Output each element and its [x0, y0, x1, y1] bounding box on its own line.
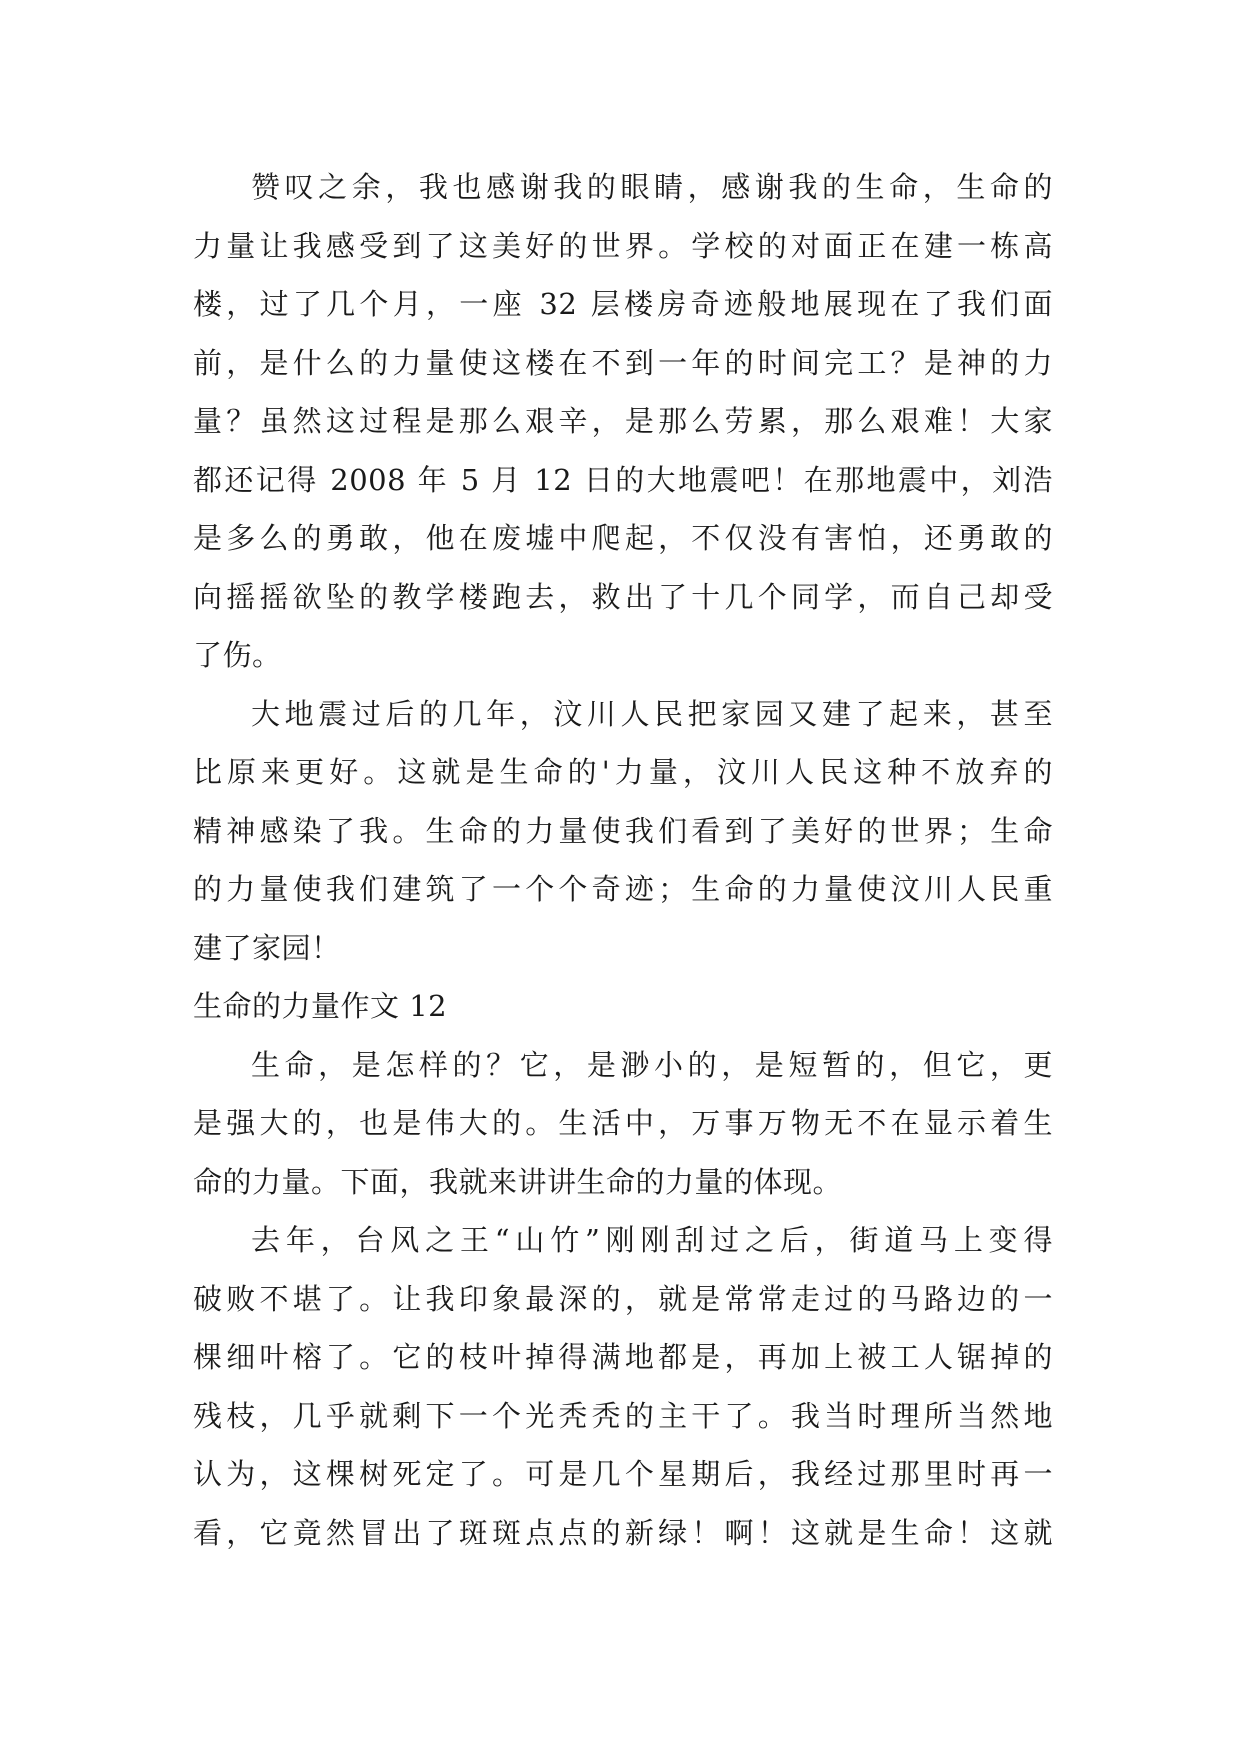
text-line: 是多么的勇敢，他在废墟中爬起，不仅没有害怕，还勇敢的	[193, 521, 1053, 555]
text-line: 赞叹之余，我也感谢我的眼睛，感谢我的生命，生命的	[251, 170, 1053, 204]
text-line: 认为，这棵树死定了。可是几个星期后，我经过那里时再一	[193, 1457, 1053, 1491]
text-line: 精神感染了我。生命的力量使我们看到了美好的世界；生命	[193, 813, 1053, 848]
text-line: 是强大的，也是伟大的。生活中，万事万物无不在显示着生	[193, 1106, 1053, 1140]
document-page	[193, 158, 1053, 1562]
text-line: 量？虽然这过程是那么艰辛，是那么劳累，那么艰难！大家	[193, 404, 1053, 438]
text-line: 看，它竟然冒出了斑斑点点的新绿！啊！这就是生命！这就	[193, 1515, 1053, 1550]
text-line: 建了家园！	[193, 930, 341, 965]
text-line: 楼，过了几个月，一座 32 层楼房奇迹般地展现在了我们面	[193, 287, 1053, 321]
text-line: 棵细叶榕了。它的枝叶掉得满地都是，再加上被工人锯掉的	[193, 1340, 1053, 1374]
text-line: 力量让我感受到了这美好的世界。学校的对面正在建一栋高	[193, 228, 1053, 263]
section-heading	[193, 977, 1053, 1036]
text-line: 了伤。	[193, 638, 282, 672]
paragraph-3	[193, 1036, 1053, 1212]
text-line: 大地震过后的几年，汶川人民把家园又建了起来，甚至	[251, 696, 1053, 731]
paragraph-1	[193, 158, 1053, 685]
text-line: 的力量使我们建筑了一个个奇迹；生命的力量使汶川人民重	[193, 872, 1053, 906]
text-line: 残枝，几乎就剩下一个光秃秃的主干了。我当时理所当然地	[193, 1398, 1053, 1433]
text-line: 比原来更好。这就是生命的'力量，汶川人民这种不放弃的	[193, 755, 1053, 789]
paragraph-4	[193, 1211, 1053, 1562]
text-line: 命的力量。下面，我就来讲讲生命的力量的体现。	[193, 1164, 843, 1199]
text-line: 去年，台风之王“山竹”刚刚刮过之后，街道马上变得	[251, 1223, 1053, 1257]
text-line: 破败不堪了。让我印象最深的，就是常常走过的马路边的一	[193, 1281, 1053, 1316]
heading-text: 生命的力量作文 12	[193, 989, 448, 1023]
text-line: 前，是什么的力量使这楼在不到一年的时间完工？是神的力	[193, 345, 1053, 380]
text-line: 都还记得 2008 年 5 月 12 日的大地震吧！在那地震中，刘浩	[193, 462, 1053, 497]
paragraph-2	[193, 685, 1053, 978]
text-line: 向摇摇欲坠的教学楼跑去，救出了十几个同学，而自己却受	[193, 579, 1053, 614]
text-line: 生命，是怎样的？它，是渺小的，是短暂的，但它，更	[251, 1047, 1053, 1082]
